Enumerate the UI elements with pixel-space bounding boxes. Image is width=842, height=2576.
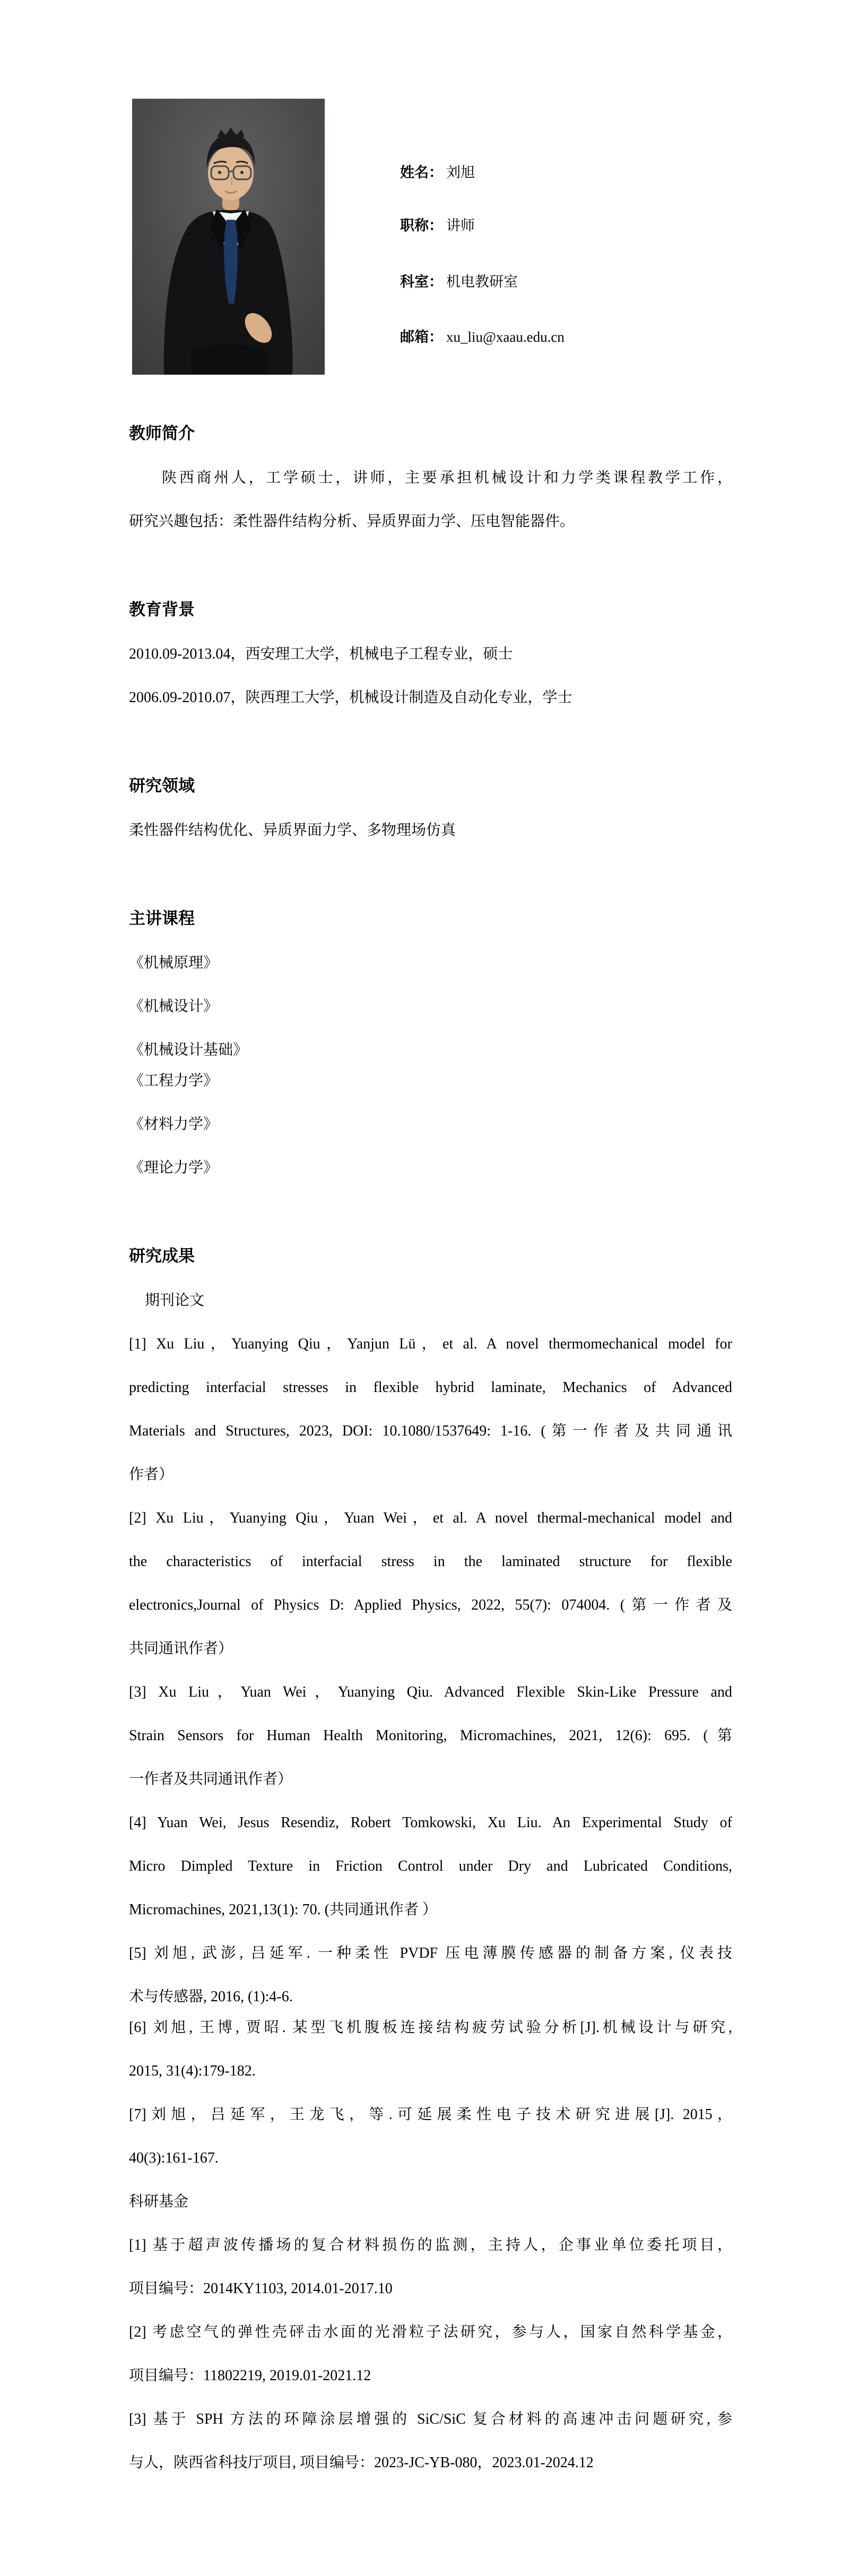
text-line: 《工程力学》 [129, 1073, 219, 1089]
text-line: [5] 刘旭, 武澎, 吕延军. 一种柔性 PVDF 压电薄膜传感器的制备方案, 仪表技 [129, 1945, 732, 1961]
section-heading: 主讲课程 [129, 909, 195, 928]
section-heading: 教师简介 [129, 424, 195, 443]
info-field-label: 姓名： [400, 165, 443, 180]
info-field-value: xu_liu@xaau.edu.cn [446, 329, 565, 345]
text-line: 共同通讯作者） [129, 1640, 233, 1657]
text-line: 《理论力学》 [129, 1160, 219, 1176]
text-line: Micromachines, 2021,13(1): 70. (共同通讯作者 ） [129, 1901, 437, 1918]
text-line: 研究兴趣包括：柔性器件结构分析、异质界面力学、压电智能器件。 [129, 513, 575, 530]
text-line: 一作者及共同通讯作者） [129, 1771, 293, 1787]
text-line: Micro Dimpled Texture in Friction Control under Dry and Lubricated Conditions, [129, 1858, 732, 1874]
text-line: [2] 考虑空气的弹性壳砰击水面的光滑粒子法研究，参与人，国家自然科学基金， [129, 2324, 732, 2340]
text-line: the characteristics of interfacial stress in the laminated structure for flexible [129, 1553, 732, 1570]
text-line: [6] 刘旭, 王博, 贾昭. 某型飞机腹板连接结构疲劳试验分析[J].机械设计与研究, [129, 2019, 732, 2036]
text-line: electronics,Journal of Physics D: Applied Physics, 2022, 55(7): 074004. (第一作者及 [129, 1597, 732, 1613]
info-field-label: 邮箱： [400, 329, 443, 345]
text-line: predicting interfacial stresses in flexible hybrid laminate, Mechanics of Advanced [129, 1379, 732, 1396]
text-line: 项目编号：11802219, 2019.01-2021.12 [129, 2367, 371, 2384]
section-heading: 研究领域 [129, 776, 195, 795]
text-line: 40(3):161-167. [129, 2150, 219, 2166]
text-line: [4] Yuan Wei, Jesus Resendiz, Robert Tomkowski, Xu Liu. An Experimental Study of [129, 1814, 732, 1831]
text-line: 2006.09-2010.07，陕西理工大学，机械设计制造及自动化专业，学士 [129, 689, 572, 706]
info-field [400, 328, 565, 346]
info-field-value: 刘旭 [446, 165, 475, 180]
text-line: 项目编号：2014KY1103, 2014.01-2017.10 [129, 2280, 393, 2297]
info-field [400, 163, 475, 181]
portrait-illustration [132, 99, 325, 375]
text-line: 作者） [129, 1466, 174, 1483]
text-line: 期刊论文 [145, 1292, 205, 1309]
info-field-label: 职称： [400, 218, 443, 234]
info-field-value: 讲师 [446, 218, 475, 234]
profile-photo [132, 99, 325, 375]
text-line: 陕西商州人，工学硕士，讲师，主要承担机械设计和力学类课程教学工作， [162, 470, 732, 486]
text-line: [7]刘旭，吕延军，王龙飞，等.可延展柔性电子技术研究进展[J]. 2015， [129, 2106, 732, 2123]
text-line: 《机械设计基础》 [129, 1042, 248, 1058]
info-field [400, 273, 518, 291]
info-field-label: 科室： [400, 274, 443, 290]
sections [129, 423, 732, 2472]
section-heading: 教育背景 [129, 600, 195, 619]
text-line: 《机械原理》 [129, 955, 219, 971]
text-line: 2015, 31(4):179-182. [129, 2063, 256, 2079]
text-line: 与人，陕西省科技厅项目, 项目编号：2023-JC-YB-080，2023.01-2024.12 [129, 2454, 594, 2471]
info-field-value: 机电教研室 [446, 274, 518, 290]
text-line: 2010.09-2013.04，西安理工大学，机械电子工程专业，硕士 [129, 646, 513, 662]
profile-info [400, 99, 732, 375]
text-line: [1] 基于超声波传播场的复合材料损伤的监测，主持人，企事业单位委托项目， [129, 2237, 732, 2253]
text-line: [2] Xu Liu，Yuanying Qiu，Yuan Wei，et al. A novel thermal-mechanical model and [129, 1510, 732, 1526]
text-line: Materials and Structures, 2023, DOI: 10.1080/1537649: 1-16. (第一作者及共同通讯 [129, 1423, 732, 1439]
text-line: 术与传感器, 2016, (1):4-6. [129, 1989, 293, 2005]
text-line: 《材料力学》 [129, 1116, 219, 1133]
text-line: 科研基金 [129, 2193, 189, 2210]
text-line: [1] Xu Liu，Yuanying Qiu，Yanjun Lü，et al. A novel thermomechanical model for [129, 1336, 732, 1352]
text-line: 柔性器件结构优化、异质界面力学、多物理场仿真 [129, 822, 456, 839]
info-field [400, 217, 475, 235]
text-line: Strain Sensors for Human Health Monitoring, Micromachines, 2021, 12(6): 695. (第 [129, 1727, 732, 1744]
text-line: [3] Xu Liu，Yuan Wei，Yuanying Qiu. Advanced Flexible Skin-Like Pressure and [129, 1684, 732, 1700]
text-line: 《机械设计》 [129, 998, 219, 1015]
text-line: [3] 基于 SPH 方法的环障涂层增强的 SiC/SiC 复合材料的高速冲击问题研究, 参 [129, 2411, 732, 2427]
section-heading: 研究成果 [129, 1247, 195, 1265]
profile-header [129, 99, 732, 375]
